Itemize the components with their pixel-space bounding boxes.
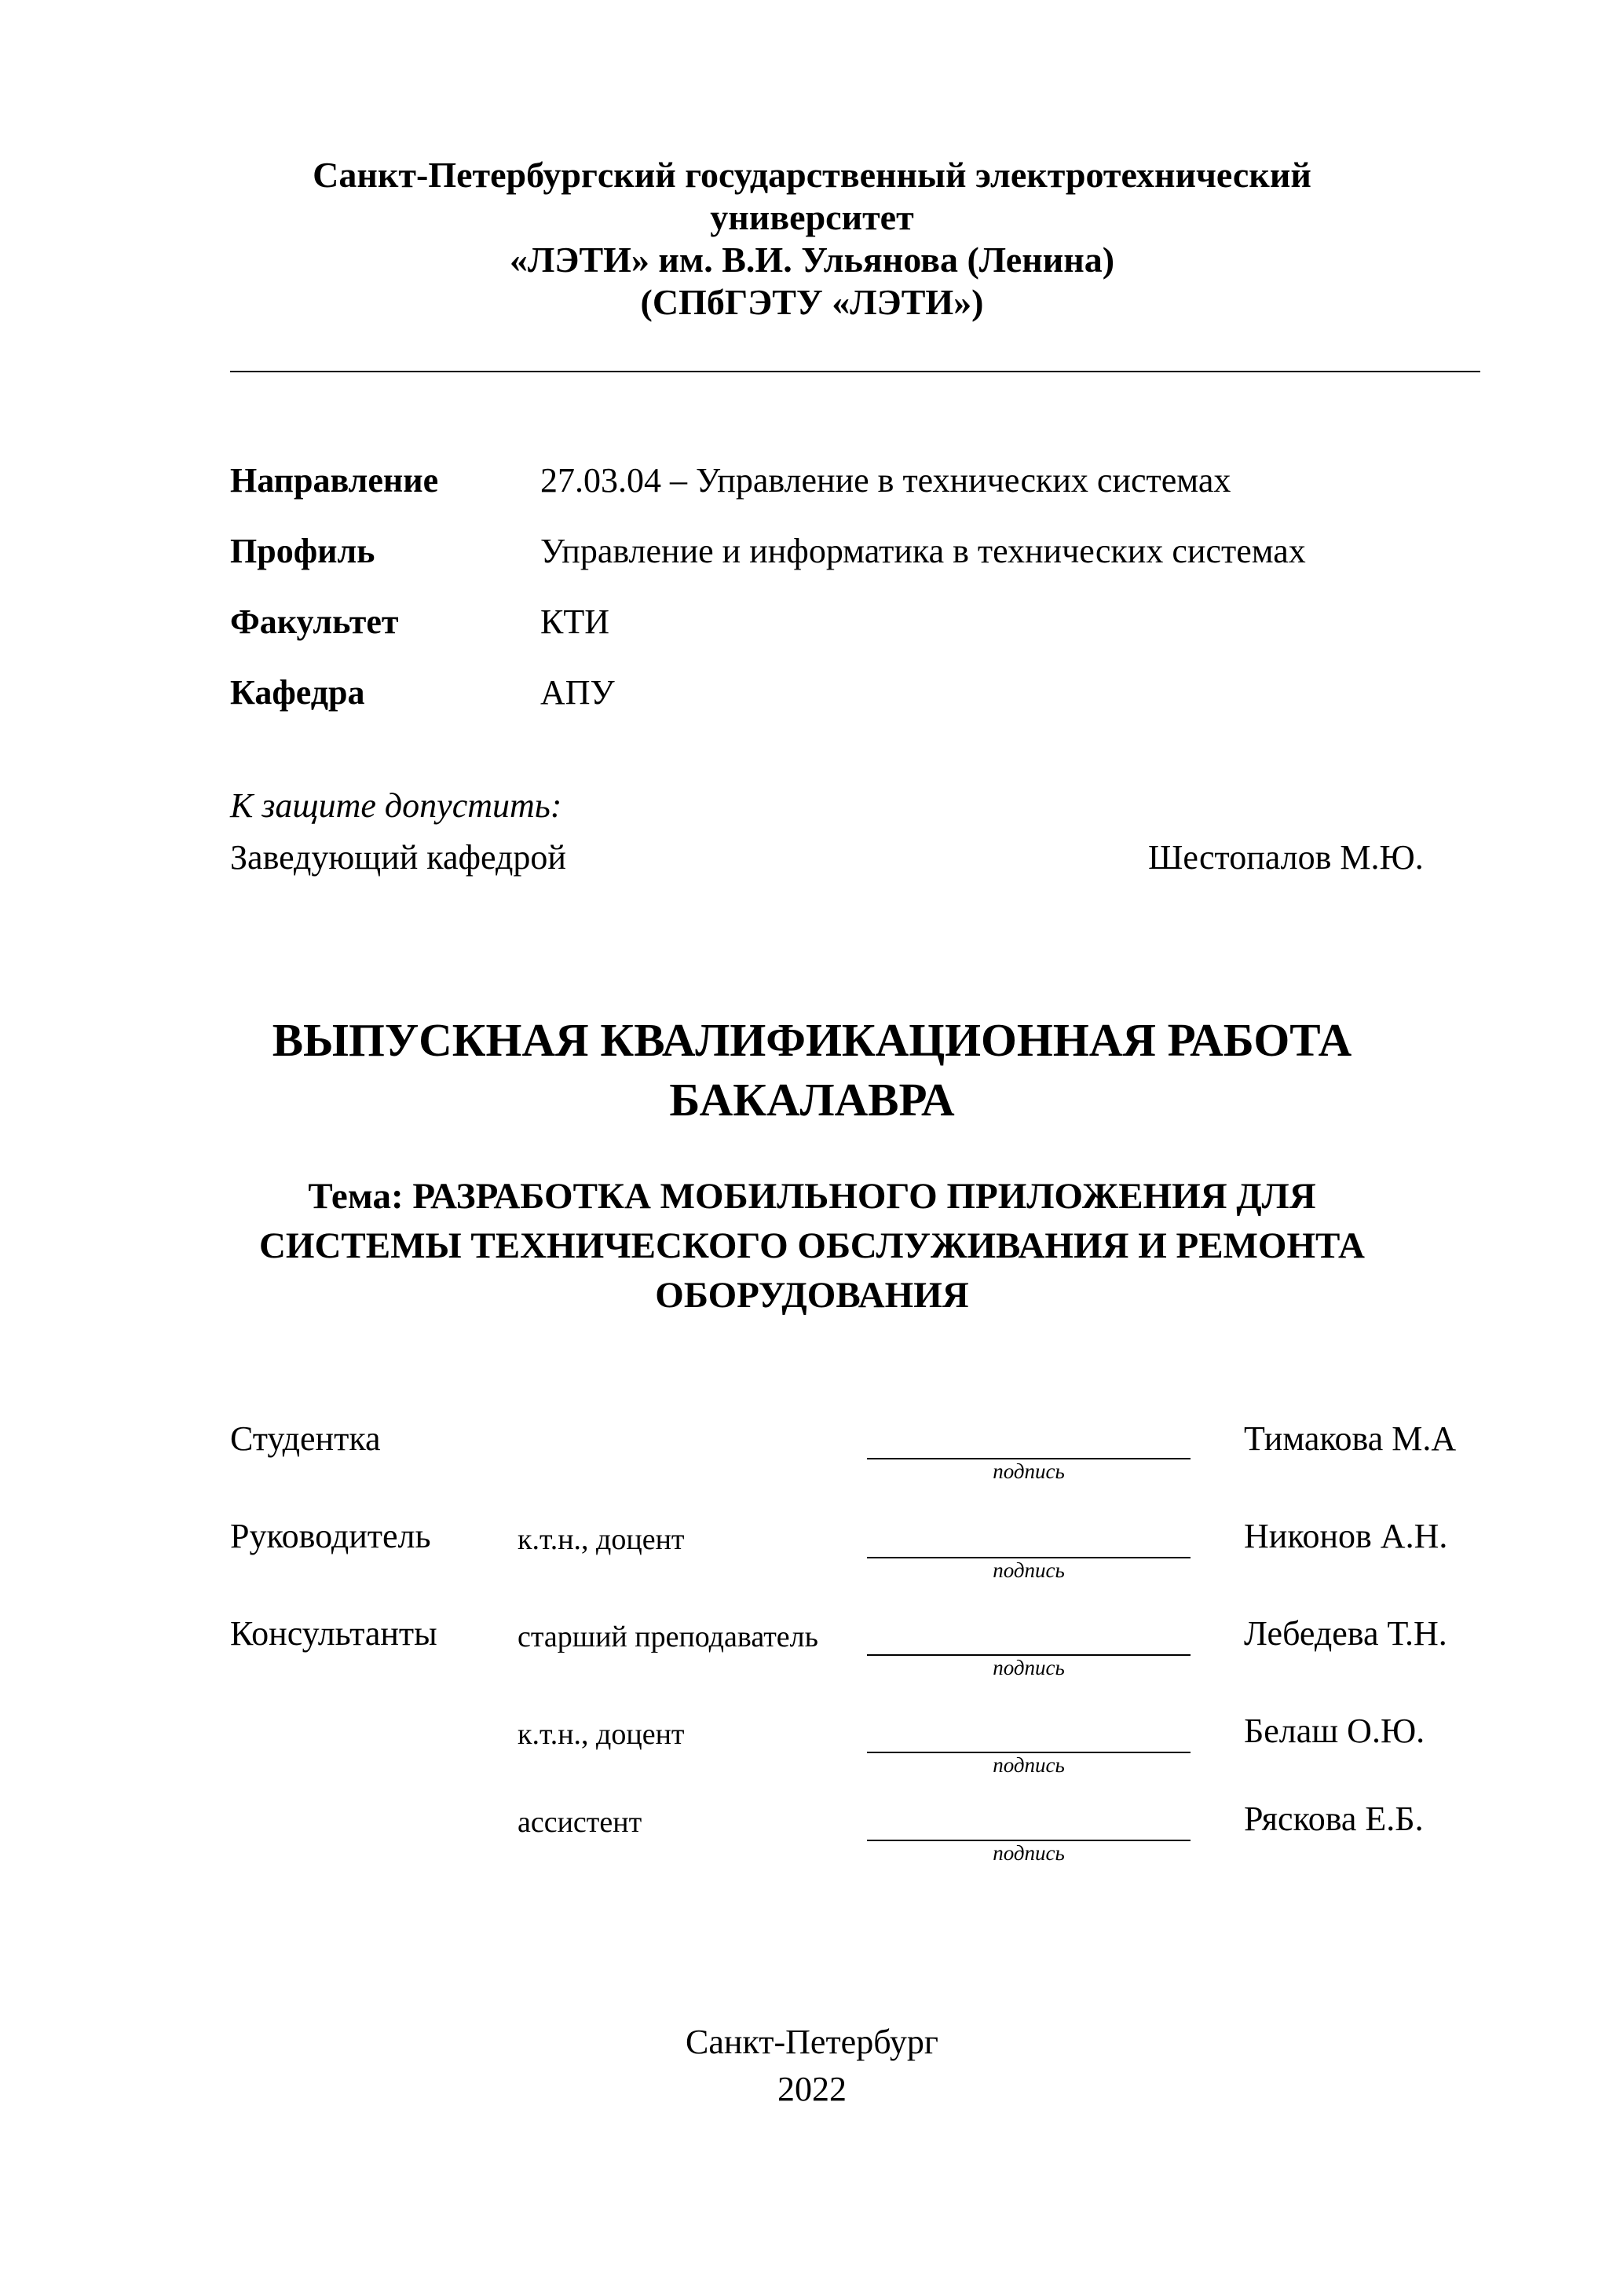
approval-role: Заведующий кафедрой: [230, 838, 566, 877]
field-label-faculty: Факультет: [230, 602, 399, 641]
footer-city: Санкт-Петербург: [686, 2023, 938, 2061]
university-name-line3: «ЛЭТИ» им. В.И. Ульянова (Ленина): [509, 240, 1115, 280]
topic-line3: ОБОРУДОВАНИЯ: [655, 1275, 969, 1316]
university-name-line2: университет: [710, 197, 914, 237]
work-title-line2: БАКАЛАВРА: [669, 1074, 955, 1126]
signature-name-supervisor: Никонов А.Н.: [1244, 1517, 1448, 1555]
signature-name-consultant-2: Белаш О.Ю.: [1244, 1712, 1425, 1750]
signature-role-supervisor: Руководитель: [230, 1517, 431, 1555]
page-footer: [0, 2019, 1624, 2113]
field-value-direction: 27.03.04 – Управление в технических системах: [540, 461, 1231, 500]
work-title-line1: ВЫПУСКНАЯ КВАЛИФИКАЦИОННАЯ РАБОТА: [272, 1014, 1352, 1066]
field-label-profile: Профиль: [230, 532, 375, 570]
signature-position-consultant-2: к.т.н., доцент: [518, 1718, 685, 1751]
signature-position-consultant-1: старший преподаватель: [518, 1620, 818, 1653]
topic-line2: СИСТЕМЫ ТЕХНИЧЕСКОГО ОБСЛУЖИВАНИЯ И РЕМОНТА: [258, 1225, 1365, 1266]
approval-title: К защите допустить:: [230, 786, 562, 825]
thesis-topic: [0, 1172, 1624, 1320]
university-header: [0, 154, 1624, 324]
approval-name: Шестопалов М.Ю.: [1148, 838, 1424, 877]
university-name-line1: Санкт-Петербургский государственный электротехнический: [313, 155, 1311, 195]
field-value-department: АПУ: [540, 673, 615, 712]
signature-name-student: Тимакова М.А: [1244, 1419, 1457, 1458]
university-abbreviation: (СПбГЭТУ «ЛЭТИ»): [640, 282, 984, 322]
work-title: [0, 1010, 1624, 1130]
field-value-faculty: КТИ: [540, 602, 609, 641]
signature-position-consultant-3: ассистент: [518, 1806, 642, 1839]
signature-name-consultant-3: Ряскова Е.Б.: [1244, 1800, 1424, 1838]
signature-caption-consultant-1: подпись: [993, 1656, 1065, 1679]
signature-caption-supervisor: подпись: [993, 1558, 1065, 1582]
signature-caption-consultant-3: подпись: [993, 1841, 1065, 1865]
signature-role-student: Студентка: [230, 1419, 381, 1458]
signature-role-consultants: Консультанты: [230, 1614, 437, 1653]
signature-position-supervisor: к.т.н., доцент: [518, 1523, 685, 1556]
signature-name-consultant-1: Лебедева Т.Н.: [1244, 1614, 1447, 1653]
footer-year: 2022: [777, 2070, 847, 2108]
signature-caption-consultant-2: подпись: [993, 1753, 1065, 1777]
field-value-profile: Управление и информатика в технических системах: [540, 532, 1306, 570]
field-label-direction: Направление: [230, 461, 439, 500]
header-divider: [230, 371, 1480, 372]
signature-caption-student: подпись: [993, 1459, 1065, 1483]
topic-line1: Тема: РАЗРАБОТКА МОБИЛЬНОГО ПРИЛОЖЕНИЯ ДЛЯ: [308, 1176, 1316, 1217]
field-label-department: Кафедра: [230, 673, 365, 712]
